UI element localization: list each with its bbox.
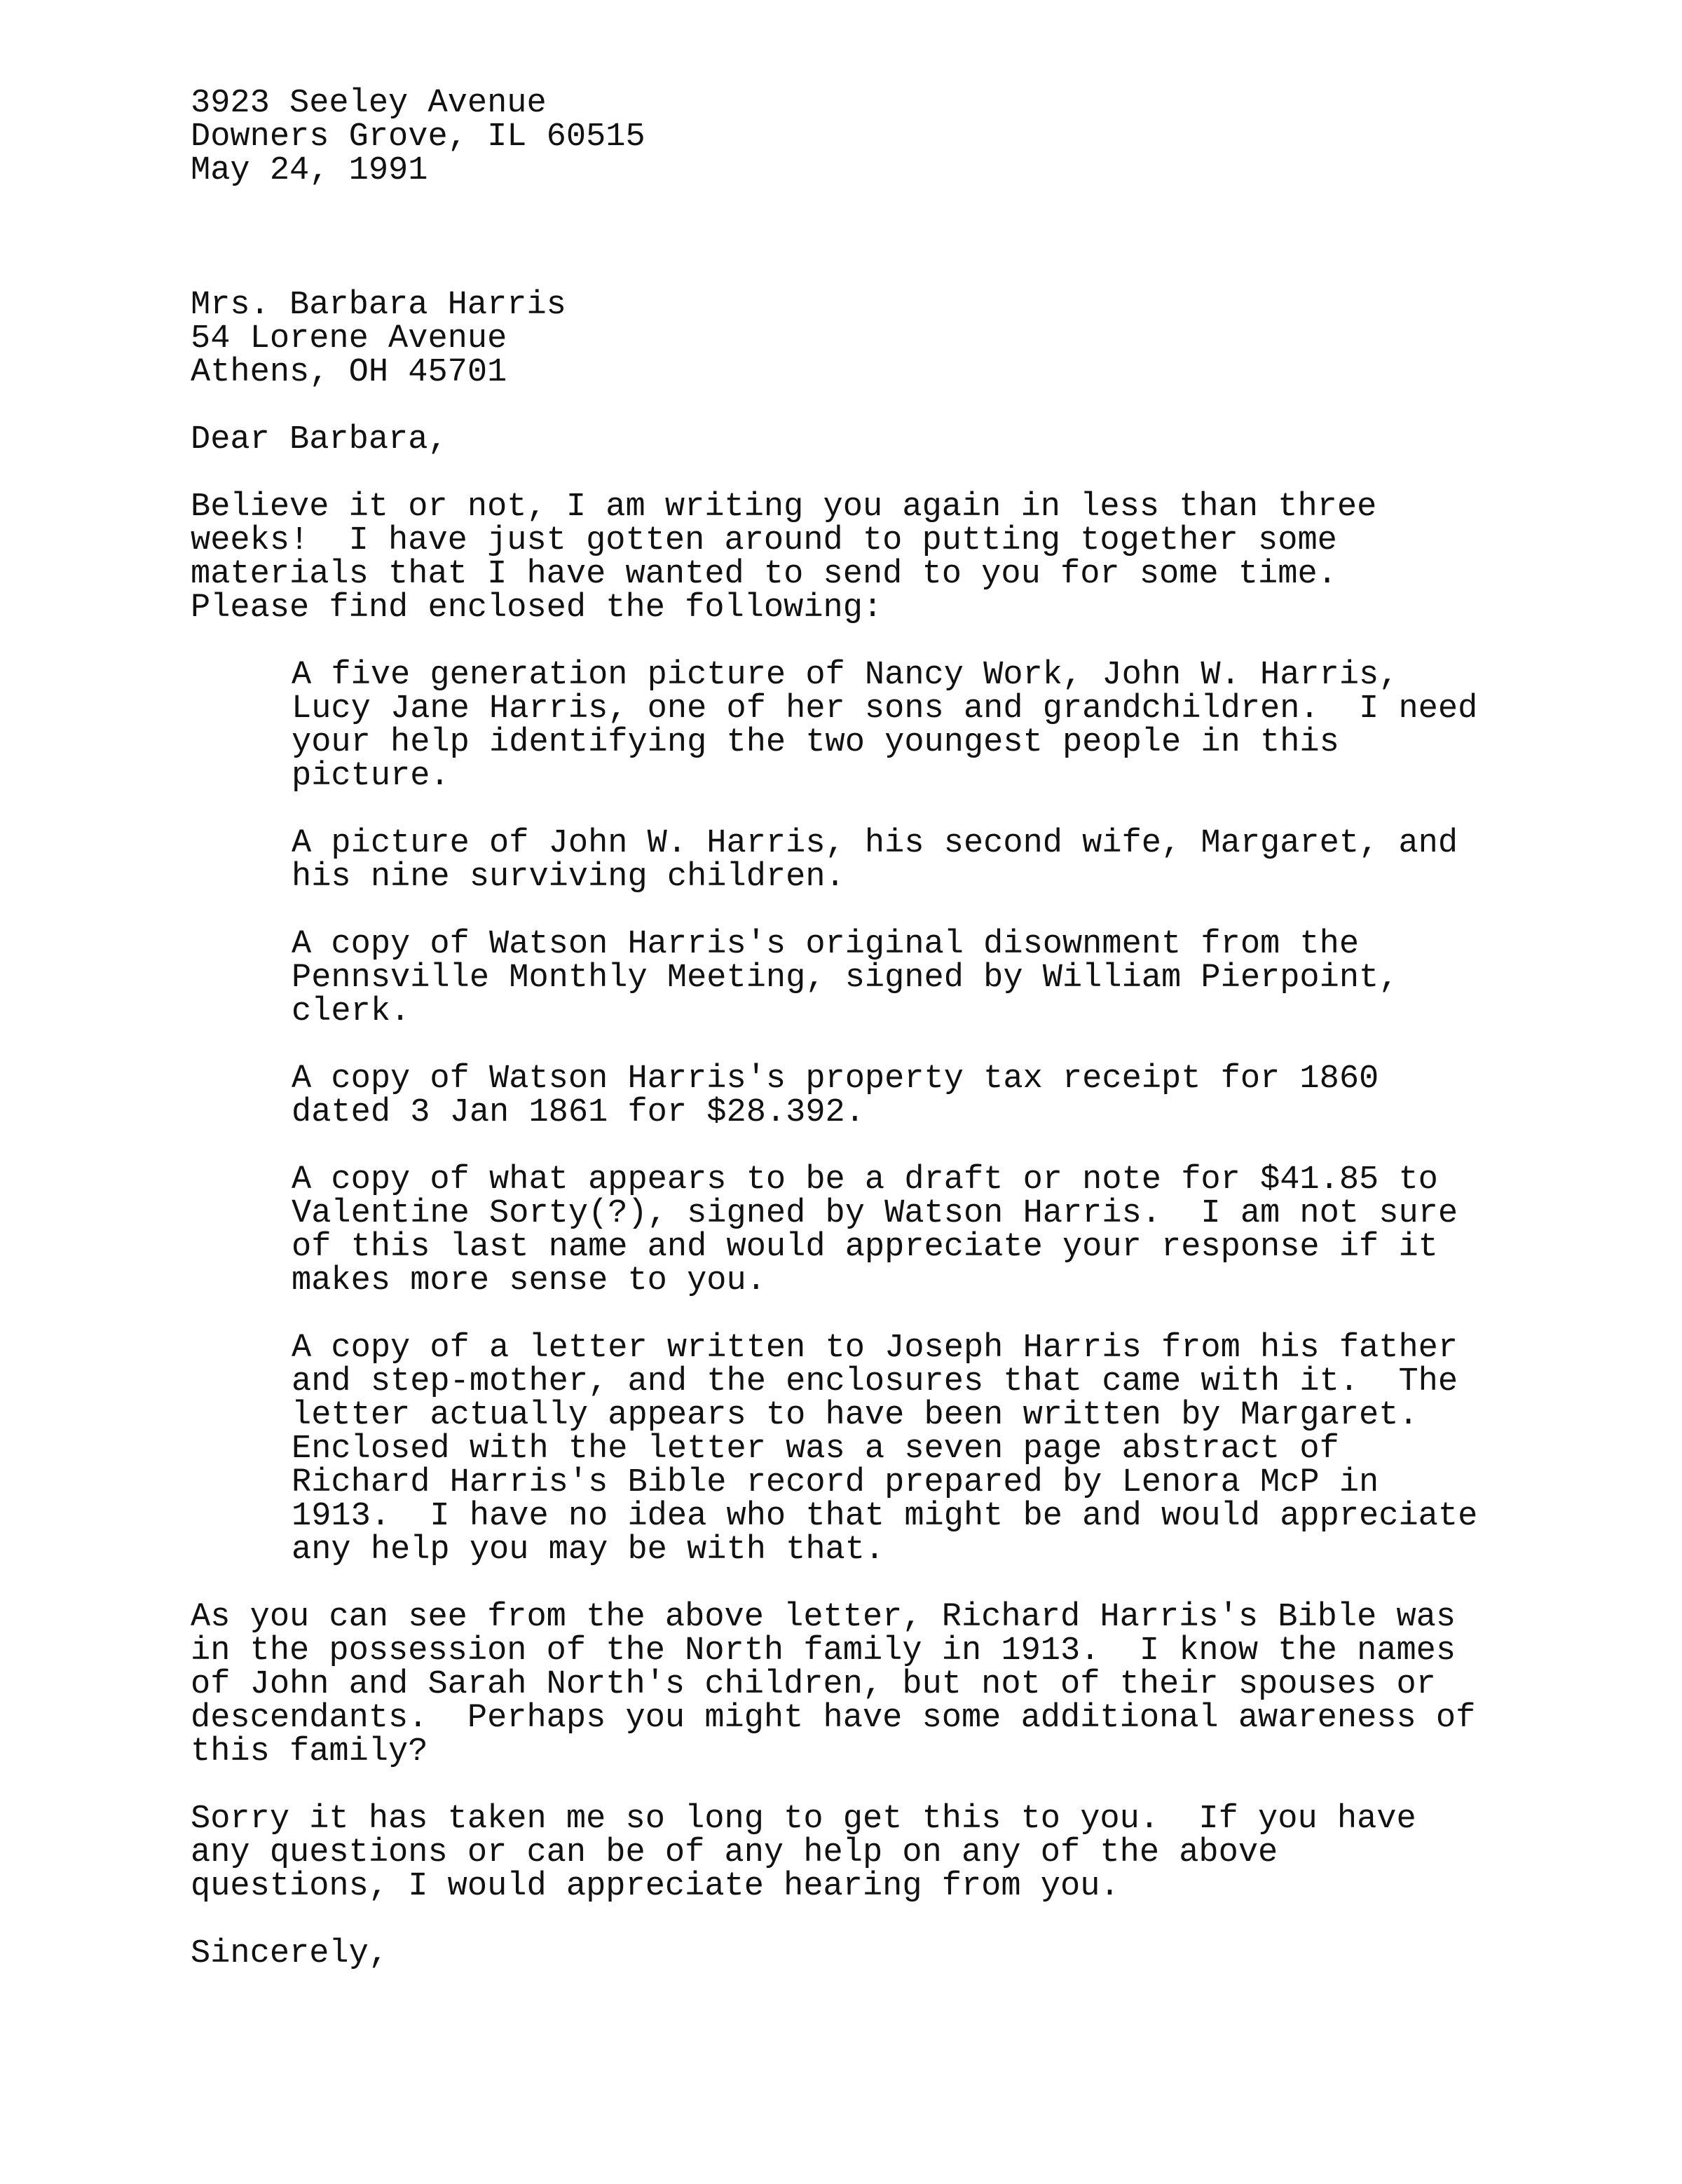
paragraph-line: As you can see from the above letter, Richard Harris's Bible was	[191, 1599, 1456, 1636]
enclosure-item	[292, 1163, 1522, 1298]
enclosure-line: Valentine Sorty(?), signed by Watson Harris. I am not sure	[292, 1195, 1458, 1232]
enclosure-item	[292, 827, 1522, 894]
salutation: Dear Barbara,	[191, 421, 448, 458]
enclosure-item	[292, 928, 1522, 1029]
enclosure-line: A picture of John W. Harris, his second wife, Margaret, and	[292, 825, 1458, 862]
letter-body	[191, 87, 1522, 1971]
paragraph-line: Sorry it has taken me so long to get this to you. If you have	[191, 1801, 1416, 1838]
paragraph-line: materials that I have wanted to send to you for some time.	[191, 556, 1337, 593]
enclosure-line: A copy of Watson Harris's property tax receipt for 1860	[292, 1060, 1379, 1098]
closing: Sincerely,	[191, 1935, 389, 1972]
paragraph-line: any questions or can be of any help on any of the above	[191, 1834, 1278, 1871]
sender-street: 3923 Seeley Avenue	[191, 85, 547, 122]
enclosure-line: clerk.	[292, 993, 411, 1030]
enclosure-line: makes more sense to you.	[292, 1262, 766, 1299]
recipient-address	[191, 289, 1522, 390]
enclosure-item	[292, 1332, 1522, 1567]
paragraph-line: descendants. Perhaps you might have some additional awareness of	[191, 1700, 1476, 1737]
paragraph-line: in the possession of the North family in 1913. I know the names	[191, 1632, 1456, 1670]
enclosure-line: your help identifying the two youngest people in this	[292, 724, 1339, 761]
sender-address	[191, 87, 1522, 188]
recipient-name: Mrs. Barbara Harris	[191, 287, 566, 324]
enclosure-line: of this last name and would appreciate your response if it	[292, 1229, 1438, 1266]
letter-date: May 24, 1991	[191, 152, 428, 189]
sender-city: Downers Grove, IL 60515	[191, 118, 645, 156]
enclosure-line: Enclosed with the letter was a seven page abstract of	[292, 1431, 1339, 1468]
paragraph-line: this family?	[191, 1733, 428, 1770]
enclosure-line: picture.	[292, 758, 450, 795]
intro-paragraph	[191, 491, 1522, 625]
enclosure-line: Lucy Jane Harris, one of her sons and grandchildren. I need	[292, 690, 1478, 728]
enclosure-line: letter actually appears to have been written by Margaret.	[292, 1397, 1418, 1434]
recipient-city: Athens, OH 45701	[191, 354, 507, 391]
enclosure-line: Pennsville Monthly Meeting, signed by William Pierpoint,	[292, 960, 1399, 997]
paragraph-line: Believe it or not, I am writing you again in less than three	[191, 489, 1377, 526]
paragraph-line: Please find enclosed the following:	[191, 589, 883, 627]
enclosure-line: any help you may be with that.	[292, 1531, 885, 1569]
enclosure-line: A copy of Watson Harris's original disownment from the	[292, 926, 1360, 963]
enclosure-line: 1913. I have no idea who that might be and would appreciate	[292, 1498, 1478, 1535]
enclosure-line: A five generation picture of Nancy Work, John W. Harris,	[292, 657, 1399, 694]
enclosure-line: A copy of what appears to be a draft or note for $41.85 to	[292, 1161, 1438, 1199]
enclosure-line: his nine surviving children.	[292, 859, 845, 896]
enclosure-line: A copy of a letter written to Joseph Harris from his father	[292, 1330, 1458, 1367]
north-family-paragraph	[191, 1601, 1522, 1769]
paragraph-line: questions, I would appreciate hearing from you.	[191, 1868, 1120, 1905]
enclosure-line: dated 3 Jan 1861 for $28.392.	[292, 1094, 865, 1131]
enclosure-list	[292, 659, 1522, 1567]
recipient-street: 54 Lorene Avenue	[191, 320, 507, 357]
enclosure-line: Richard Harris's Bible record prepared by Lenora McP in	[292, 1464, 1379, 1501]
closing-paragraph	[191, 1803, 1522, 1904]
paragraph-line: weeks! I have just gotten around to putting together some	[191, 522, 1337, 559]
enclosure-item	[292, 659, 1522, 793]
paragraph-line: of John and Sarah North's children, but not of their spouses or	[191, 1666, 1436, 1703]
enclosure-line: and step-mother, and the enclosures that came with it. The	[292, 1363, 1458, 1400]
enclosure-item	[292, 1060, 1522, 1131]
